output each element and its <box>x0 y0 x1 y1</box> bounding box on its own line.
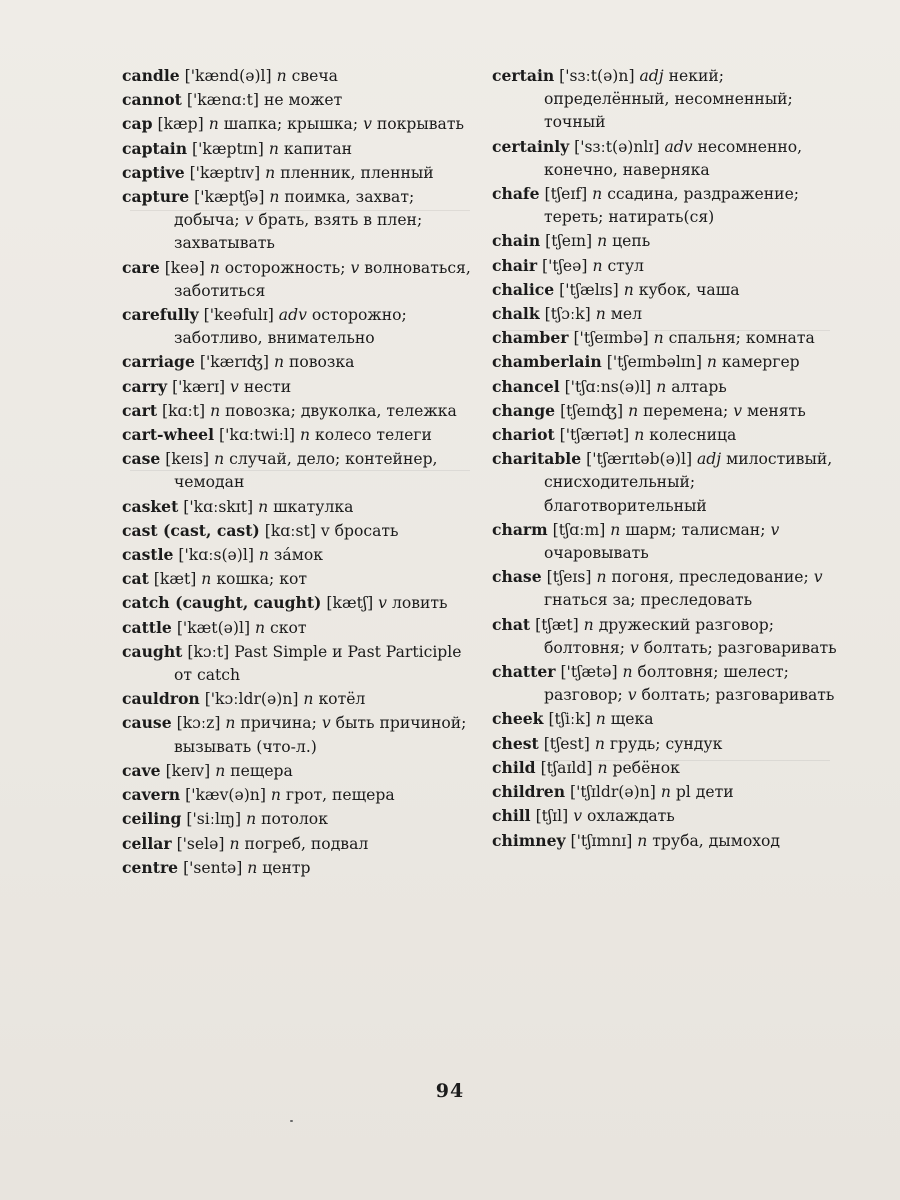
definition: свеча <box>291 67 338 85</box>
part-of-speech: adj <box>639 67 664 85</box>
part-of-speech: v <box>244 211 254 230</box>
headword: case <box>122 449 161 469</box>
definition: кубок, чаша <box>638 280 740 299</box>
definition: быть причиной; вызывать (что-л.) <box>174 714 467 756</box>
transcription: [kɔːz] <box>176 714 221 733</box>
transcription: [keə] <box>164 258 205 277</box>
dictionary-entry <box>492 135 842 182</box>
headword: chamberlain <box>492 352 602 372</box>
dictionary-entry <box>492 804 842 828</box>
transcription: ['kæt(ə)l] <box>176 618 251 637</box>
part-of-speech: v <box>770 520 780 539</box>
headword: cavern <box>122 785 181 805</box>
part-of-speech: v <box>629 638 639 657</box>
transcription: ['tʃeɪmbəlɪn] <box>606 353 702 372</box>
part-of-speech: v <box>378 594 387 613</box>
headword: chill <box>492 806 531 826</box>
transcription: [kæt] <box>153 570 197 589</box>
transcription: ['kæptɪv] <box>189 163 261 182</box>
definition: менять <box>747 401 806 420</box>
definition: скот <box>270 618 307 637</box>
part-of-speech: n <box>610 520 621 539</box>
definition: покрывать <box>376 115 464 134</box>
dictionary-entry <box>492 64 842 135</box>
headword: captain <box>122 138 188 158</box>
headword: carry <box>122 376 168 396</box>
part-of-speech: n <box>247 858 258 877</box>
transcription: [kɔːt] <box>187 642 230 661</box>
headword: castle <box>122 545 174 565</box>
definition: повозка; двуколка, тележка <box>225 401 457 420</box>
transcription: ['tʃærɪtəb(ə)l] <box>586 450 693 469</box>
part-of-speech: n <box>255 618 266 637</box>
transcription: ['kæptʃə] <box>194 188 265 207</box>
definition: брать, взять в плен; захватывать <box>174 211 423 253</box>
headword: chamber <box>492 328 569 348</box>
headword: carefully <box>122 305 199 325</box>
dictionary-entry <box>492 326 842 350</box>
definition: некий; определённый, несомненный; точный <box>544 67 793 132</box>
transcription: ['tʃælɪs] <box>559 280 619 299</box>
part-of-speech: v <box>813 568 823 587</box>
dictionary-entry <box>122 640 484 687</box>
transcription: ['kærɪʤ] <box>199 353 269 372</box>
part-of-speech: v <box>573 807 583 826</box>
headword: cat <box>122 569 149 589</box>
transcription: ['tʃætə] <box>560 663 618 682</box>
dictionary-entry <box>492 350 842 374</box>
headword: cauldron <box>122 689 200 709</box>
dictionary-entry <box>122 399 484 423</box>
dictionary-entry <box>122 759 484 783</box>
part-of-speech: n <box>595 305 606 324</box>
dictionary-entry <box>492 447 842 518</box>
definition: болтать; разговаривать <box>643 638 837 657</box>
headword: cattle <box>122 617 172 637</box>
headword: chariot <box>492 425 555 445</box>
page-number: 94 <box>435 1080 465 1102</box>
dictionary-entry <box>122 616 484 640</box>
definition: очаровывать <box>544 544 649 563</box>
definition: осторожность; <box>224 258 346 277</box>
definition: погреб, подвал <box>244 834 369 853</box>
definition: болтать; разговаривать <box>641 686 835 705</box>
definition: не может <box>263 91 343 110</box>
dictionary-entry <box>492 229 842 253</box>
definition: ловить <box>391 594 448 613</box>
definition: потолок <box>261 810 328 829</box>
transcription: ['keəfulɪ] <box>203 306 274 325</box>
transcription: ['sɜːt(ə)n] <box>559 67 635 85</box>
definition: ребёнок <box>612 758 680 777</box>
part-of-speech: n <box>596 568 607 587</box>
part-of-speech: n <box>299 426 310 445</box>
transcription: ['tʃɪldr(ə)n] <box>570 783 656 802</box>
dictionary-entry <box>492 756 842 780</box>
part-of-speech: adv <box>278 306 307 325</box>
headword: child <box>492 757 536 777</box>
part-of-speech: n <box>270 786 281 805</box>
dictionary-entry <box>492 829 842 853</box>
dictionary-entry <box>492 182 842 229</box>
headword: chimney <box>492 830 566 850</box>
definition: волноваться, заботиться <box>174 258 471 300</box>
part-of-speech: n <box>592 256 603 275</box>
headword: casket <box>122 496 179 516</box>
transcription: [kɑːt] <box>162 401 206 420</box>
definition: цепь <box>612 232 651 251</box>
part-of-speech: n <box>597 232 608 251</box>
transcription: [tʃæt] <box>535 615 579 634</box>
dictionary-entry <box>122 161 484 185</box>
part-of-speech: n <box>265 163 276 182</box>
transcription: [kætʃ] <box>326 594 374 613</box>
transcription: ['siːlɪŋ] <box>186 810 242 829</box>
headword: catch (caught, caught) <box>122 593 322 613</box>
transcription: ['sentə] <box>183 858 243 877</box>
part-of-speech: n <box>622 663 633 682</box>
headword: chair <box>492 255 538 275</box>
transcription: [tʃeɪf] <box>544 185 588 204</box>
part-of-speech: adj <box>697 450 722 469</box>
definition: охлаждать <box>586 807 675 826</box>
definition: колесница <box>649 426 737 445</box>
part-of-speech: n <box>273 353 284 372</box>
dictionary-entry <box>492 613 842 660</box>
transcription: ['tʃɑːns(ə)l] <box>564 377 652 396</box>
part-of-speech: n <box>595 710 606 729</box>
part-of-speech: v <box>350 258 360 277</box>
dictionary-entry <box>492 780 842 804</box>
definition: болтовня; шелест; разговор; <box>544 663 789 705</box>
definition: грот, пещера <box>285 786 395 805</box>
transcription: [tʃeɪn] <box>545 232 593 251</box>
definition: случай, дело; контейнер, чемодан <box>174 450 438 492</box>
definition: милостивый, снисходительный; благотворительный <box>544 450 833 515</box>
part-of-speech: n <box>706 353 717 372</box>
dictionary-entry <box>122 64 484 88</box>
headword: charm <box>492 519 548 539</box>
part-of-speech: n <box>268 139 279 158</box>
headword: captive <box>122 162 185 182</box>
definition: за́мок <box>273 546 323 565</box>
headword: cart <box>122 400 158 420</box>
headword: charitable <box>492 449 582 469</box>
dictionary-entry <box>122 447 484 494</box>
definition: стул <box>607 256 644 275</box>
transcription: ['tʃærɪət] <box>559 426 630 445</box>
definition: дружеский разговор; болтовня; <box>544 615 774 657</box>
transcription: [tʃeɪnʤ] <box>560 401 624 420</box>
dictionary-entry <box>122 423 484 447</box>
headword: candle <box>122 66 180 85</box>
dictionary-entry <box>492 423 842 447</box>
dictionary-entry <box>122 112 484 136</box>
transcription: [tʃaɪld] <box>540 758 593 777</box>
definition: повозка <box>288 353 355 372</box>
definition: щека <box>610 710 654 729</box>
headword: carriage <box>122 352 195 372</box>
definition: алтарь <box>671 377 727 396</box>
definition: поимка, захват; добыча; <box>174 188 415 230</box>
definition: гнаться за; преследовать <box>544 591 753 610</box>
headword: chalk <box>492 304 540 324</box>
part-of-speech: n <box>201 570 212 589</box>
dictionary-entry <box>492 399 842 423</box>
headword: children <box>492 782 566 802</box>
dictionary-entry <box>492 254 842 278</box>
transcription: ['kænd(ə)l] <box>184 67 272 85</box>
transcription: ['kænɑːt] <box>186 91 259 110</box>
transcription: ['kærɪ] <box>172 377 226 396</box>
dictionary-entry <box>492 375 842 399</box>
definition: шарм; талисман; <box>625 520 766 539</box>
transcription: ['sɜːt(ə)nlɪ] <box>574 137 660 156</box>
dictionary-entry <box>122 543 484 567</box>
dictionary-entry <box>492 278 842 302</box>
definition: капитан <box>283 139 353 158</box>
transcription: ['selə] <box>176 834 225 853</box>
part-of-speech: v <box>321 714 331 733</box>
definition: котёл <box>318 690 366 709</box>
part-of-speech: n <box>592 185 603 204</box>
headword: cap <box>122 114 153 134</box>
headword: care <box>122 257 160 277</box>
part-of-speech: n <box>653 329 664 348</box>
headword: chatter <box>492 662 556 682</box>
definition: камергер <box>721 353 800 372</box>
definition: несомненно, конечно, наверняка <box>544 137 803 179</box>
headword: capture <box>122 187 190 207</box>
part-of-speech: n <box>229 834 240 853</box>
headword: cave <box>122 760 161 780</box>
definition: перемена; <box>643 401 729 420</box>
headword: caught <box>122 641 183 661</box>
headword: cause <box>122 713 172 733</box>
dictionary-entry <box>122 783 484 807</box>
part-of-speech: n <box>628 401 639 420</box>
dictionary-entry <box>122 519 484 543</box>
part-of-speech: n <box>634 426 645 445</box>
part-of-speech: n <box>594 734 605 753</box>
definition: пещера <box>230 761 293 780</box>
definition: центр <box>262 858 311 877</box>
headword: chest <box>492 733 539 753</box>
dictionary-entry <box>122 375 484 399</box>
dictionary-entry <box>122 832 484 856</box>
part-of-speech: v <box>733 401 743 420</box>
transcription: [tʃɑːm] <box>552 520 606 539</box>
dictionary-entry <box>122 256 484 303</box>
headword: cannot <box>122 90 182 110</box>
transcription: ['kæv(ə)n] <box>185 786 266 805</box>
definition: шапка; крышка; <box>223 115 359 134</box>
dictionary-entry <box>122 185 484 256</box>
part-of-speech: n <box>208 115 219 134</box>
dictionary-entry <box>492 732 842 756</box>
definition: Past Simple и Past Participle от catch <box>174 642 462 685</box>
part-of-speech: v <box>230 377 239 396</box>
headword: change <box>492 400 556 420</box>
transcription: [tʃɪl] <box>535 807 569 826</box>
headword: chancel <box>492 376 560 396</box>
definition: шкатулка <box>273 497 354 516</box>
definition: грудь; сундук <box>609 734 723 753</box>
dictionary-entry <box>492 518 842 565</box>
transcription: ['kɔːldr(ə)n] <box>204 690 299 709</box>
transcription: ['kɑːs(ə)l] <box>178 546 254 565</box>
dictionary-entry <box>122 495 484 519</box>
headword: cellar <box>122 833 172 853</box>
transcription: ['tʃeɪmbə] <box>573 329 649 348</box>
part-of-speech: n <box>246 810 257 829</box>
definition: ссадина, раздражение; тереть; натирать(ся) <box>544 185 800 227</box>
part-of-speech: n <box>210 401 221 420</box>
dictionary-entry <box>492 565 842 612</box>
part-of-speech: n <box>623 280 634 299</box>
part-of-speech: n <box>258 497 269 516</box>
part-of-speech: n <box>225 714 236 733</box>
definition: погоня, преследование; <box>611 568 809 587</box>
headword: certainly <box>492 136 570 156</box>
definition: нести <box>243 377 292 396</box>
transcription: ['kɑːskɪt] <box>183 497 254 516</box>
part-of-speech: n <box>583 615 594 634</box>
part-of-speech: n <box>214 450 225 469</box>
dictionary-entry <box>122 88 484 112</box>
part-of-speech: n <box>637 831 648 850</box>
dictionary-entry <box>492 707 842 731</box>
headword: chat <box>492 614 531 634</box>
transcription: ['tʃeə] <box>542 256 588 275</box>
dictionary-entry <box>122 567 484 591</box>
definition: кошка; кот <box>216 570 307 589</box>
dictionary-entry <box>122 856 484 880</box>
headword: chalice <box>492 279 555 299</box>
print-speck <box>290 1120 293 1122</box>
dictionary-entry <box>122 687 484 711</box>
headword: chafe <box>492 184 540 204</box>
headword: certain <box>492 66 555 85</box>
dictionary-entry <box>122 591 484 615</box>
definition: причина; <box>240 714 317 733</box>
part-of-speech: v <box>627 686 637 705</box>
dictionary-entry <box>122 350 484 374</box>
transcription: [kɑːst] <box>264 521 316 540</box>
headword: ceiling <box>122 809 182 829</box>
headword: chase <box>492 567 542 587</box>
transcription: [tʃɔːk] <box>544 305 591 324</box>
right-column <box>492 64 842 853</box>
transcription: [keɪs] <box>165 450 210 469</box>
dictionary-entry <box>122 137 484 161</box>
part-of-speech: n <box>597 758 608 777</box>
dictionary-entry <box>122 303 484 350</box>
part-of-speech: n <box>303 690 314 709</box>
part-of-speech: n <box>276 67 287 85</box>
headword: chain <box>492 231 541 251</box>
definition: труба, дымоход <box>652 831 780 850</box>
dictionary-entry <box>122 711 484 758</box>
dictionary-entry <box>492 302 842 326</box>
definition: спальня; комната <box>668 329 815 348</box>
definition: пленник, пленный <box>280 163 434 182</box>
part-of-speech: n <box>660 783 671 802</box>
headword: cast (cast, cast) <box>122 520 260 540</box>
transcription: ['tʃɪmnɪ] <box>570 831 633 850</box>
headword: cheek <box>492 709 544 729</box>
transcription: ['kɑːtwiːl] <box>219 426 295 445</box>
part-of-speech: n <box>269 188 280 207</box>
dictionary-entry <box>122 807 484 831</box>
part-of-speech: adv <box>664 137 693 156</box>
left-column <box>122 64 484 880</box>
transcription: [kæp] <box>157 115 204 134</box>
transcription: ['kæptɪn] <box>192 139 264 158</box>
part-of-speech: n <box>258 546 269 565</box>
dictionary-entry <box>492 660 842 707</box>
part-of-speech: v <box>363 115 372 134</box>
transcription: [keɪv] <box>165 761 211 780</box>
transcription: [tʃiːk] <box>548 710 591 729</box>
headword: cart-wheel <box>122 425 215 445</box>
headword: centre <box>122 857 179 877</box>
definition: v бросать <box>320 521 399 540</box>
part-of-speech: n <box>656 377 667 396</box>
definition: мел <box>610 305 642 324</box>
definition: pl дети <box>675 783 734 802</box>
part-of-speech: n <box>209 258 220 277</box>
definition: осторожно; заботливо, внимательно <box>174 306 407 348</box>
part-of-speech: n <box>215 761 226 780</box>
transcription: [tʃest] <box>543 734 590 753</box>
definition: колесо телеги <box>314 426 432 445</box>
transcription: [tʃeɪs] <box>546 568 592 587</box>
